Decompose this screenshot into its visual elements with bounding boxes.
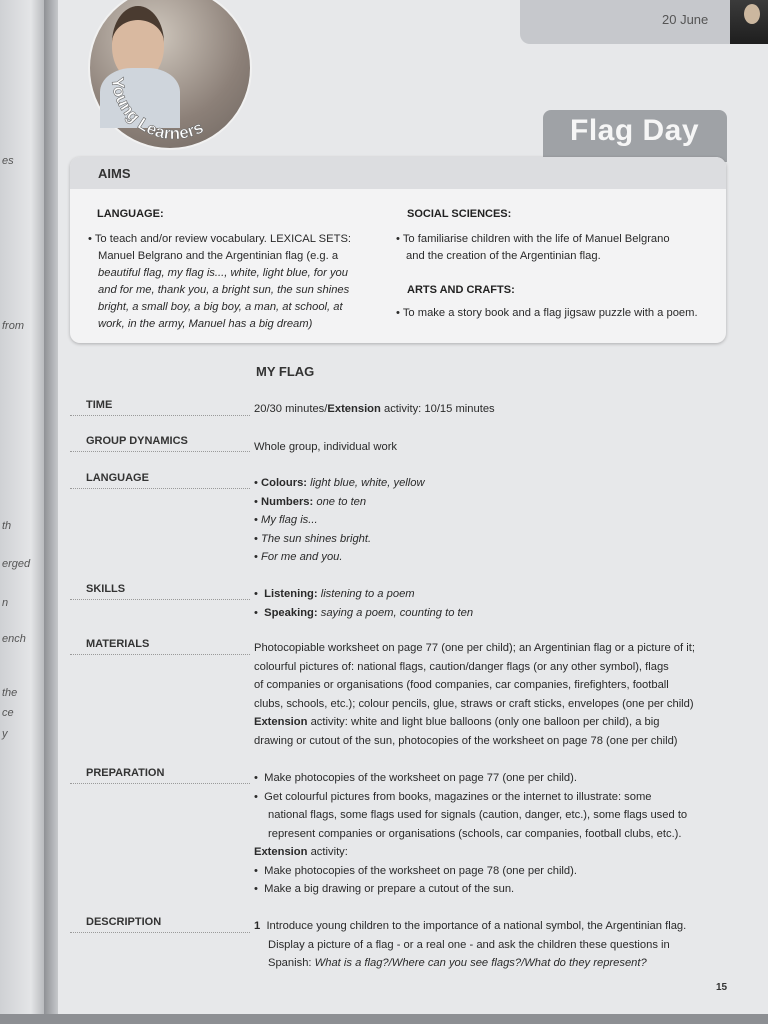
time-value — [254, 400, 495, 419]
social-sciences-text — [396, 231, 722, 265]
description-line: Display a picture of a flag - or a real one - and ask the children these questions in — [268, 938, 670, 951]
brand-badge-text: Young Learners — [107, 76, 207, 144]
materials-line: colourful pictures of: national flags, caution/danger flags (or any other symbol), flags — [254, 660, 669, 673]
time-extension-word: Extension — [327, 403, 381, 415]
language-value — [254, 474, 425, 567]
skills-label: SKILLS — [70, 583, 250, 600]
date-label: 20 June — [662, 12, 709, 27]
description-step-number: 1 — [254, 920, 261, 932]
arts-crafts-heading: ARTS AND CRAFTS: — [407, 284, 515, 296]
young-learners-logo — [90, 0, 250, 148]
preparation-item-text: Make photocopies of the worksheet on page 77 (one per child). — [264, 772, 577, 784]
preparation-extension-word: Extension — [254, 846, 308, 858]
description-line — [254, 917, 734, 936]
language-label: LANGUAGE — [70, 472, 250, 489]
group-dynamics-label: GROUP DYNAMICS — [70, 435, 250, 452]
language-aims-text — [88, 231, 388, 333]
speaking-value: saying a poem, counting to ten — [320, 606, 474, 619]
speaking-label: Speaking: — [264, 606, 318, 619]
materials-extension-line — [254, 713, 734, 732]
left-page-edge — [0, 0, 44, 1024]
page-bottom-edge — [0, 1014, 768, 1024]
skills-value — [254, 585, 473, 622]
book-spine — [44, 0, 58, 1024]
belgrano-portrait — [730, 0, 768, 44]
colours-label: Colours: — [261, 477, 308, 489]
listening-value: listening to a poem — [320, 588, 415, 600]
left-page-fragment: th — [2, 520, 12, 532]
aims-header — [70, 157, 726, 189]
svg-text:Young Learners — [108, 76, 206, 143]
materials-extension-word: Extension — [254, 716, 308, 728]
language-numbers-line: • Numbers: one to ten — [254, 495, 367, 508]
language-phrase: My flag is... — [261, 514, 318, 526]
preparation-extension-line — [254, 843, 734, 862]
materials-line: of companies or organisations (food companies, car companies, firefighters, football — [254, 679, 669, 691]
colours-value: light blue, white, yellow — [310, 477, 425, 489]
left-page-fragment: erged — [2, 558, 31, 570]
language-aims-line: • To teach and/or review vocabulary. LEXICAL SETS: — [88, 233, 352, 245]
materials-value — [254, 639, 734, 750]
materials-label: MATERIALS — [70, 638, 250, 655]
left-page-fragment: n — [2, 597, 9, 609]
left-page-fragment: ench — [2, 633, 26, 645]
preparation-label: PREPARATION — [70, 767, 250, 784]
social-sciences-line: and the creation of the Argentinian flag. — [406, 250, 601, 262]
left-page-fragment: from — [2, 320, 24, 332]
description-label: DESCRIPTION — [70, 916, 250, 933]
social-sciences-line: • To familiarise children with the life of Manuel Belgrano — [396, 233, 670, 245]
social-sciences-heading: SOCIAL SCIENCES: — [407, 208, 512, 220]
left-page-fragment: the — [2, 687, 18, 699]
young-learners-photo-badge — [88, 0, 252, 150]
materials-line: clubs, schools, etc.); colour pencils, glue, straws or craft sticks, envelopes (one per child) — [254, 697, 694, 710]
left-page-fragment: es — [2, 155, 14, 167]
preparation-item-cont: represent companies or organisations (schools, car companies, football clubs, etc.). — [268, 827, 682, 840]
language-phrase-line: • The sun shines bright. — [254, 532, 372, 545]
description-text: Spanish: — [268, 957, 315, 969]
preparation-item: • Get colourful pictures from books, magazines or the internet to illustrate: some — [254, 790, 652, 803]
preparation-item: • Make a big drawing or prepare a cutout of the sun. — [254, 883, 515, 895]
time-extension-text: activity: 10/15 minutes — [380, 403, 495, 415]
page-number: 15 — [716, 982, 728, 993]
language-phrase: The sun shines bright. — [261, 532, 372, 545]
description-value — [254, 917, 734, 973]
language-aims-line: work, in the army, Manuel has a big dream) — [98, 318, 313, 330]
materials-line: drawing or cutout of the sun, photocopies of the worksheet on page 78 (one per child) — [254, 734, 678, 747]
skills-speaking-line: • Speaking: saying a poem, counting to ten — [254, 606, 474, 619]
preparation-item-text: Make a big drawing or prepare a cutout of the sun. — [264, 883, 515, 895]
numbers-label: Numbers: — [261, 495, 314, 508]
listening-label: Listening: — [264, 588, 318, 600]
skills-listening-line: • Listening: listening to a poem — [254, 588, 415, 600]
numbers-value: one to ten — [316, 495, 367, 508]
language-phrase: For me and you. — [261, 551, 343, 563]
group-dynamics-value: Whole group, individual work — [254, 441, 398, 453]
left-page-fragment: y — [2, 728, 8, 740]
portrait-face — [744, 4, 760, 24]
preparation-item: • Make photocopies of the worksheet on page 77 (one per child). — [254, 772, 577, 784]
materials-line: Photocopiable worksheet on page 77 (one per child); an Argentinian flag or a picture of it; — [254, 642, 695, 654]
materials-extension-text: activity: white and light blue balloons (only one balloon per child), a big — [307, 716, 660, 728]
preparation-item-cont: national flags, some flags used for signals (caution, danger, etc.), some flags used to — [268, 809, 688, 821]
language-heading: LANGUAGE: — [97, 208, 164, 220]
time-minutes: 20/30 minutes/ — [254, 403, 328, 415]
language-aims-line: bright, a small boy, a big boy, a man, at school, at — [98, 301, 343, 313]
preparation-item: • Make photocopies of the worksheet on page 78 (one per child). — [254, 864, 577, 877]
time-label: TIME — [70, 399, 250, 416]
preparation-extension-text: activity: — [307, 846, 348, 858]
preparation-item-text: Make photocopies of the worksheet on page 78 (one per child). — [264, 864, 577, 877]
preparation-value — [254, 769, 734, 899]
left-page-fragment: ce — [2, 707, 14, 719]
arts-crafts-text: • To make a story book and a flag jigsaw puzzle with a poem. — [396, 307, 698, 319]
language-colours-line: • Colours: light blue, white, yellow — [254, 477, 425, 489]
page-title: Flag Day — [570, 114, 700, 147]
language-aims-line: beautiful flag, my flag is..., white, light blue, for you — [98, 267, 348, 279]
description-questions: What is a flag?/Where can you see flags?/What do they represent? — [314, 957, 647, 969]
description-line — [254, 954, 734, 973]
aims-title: AIMS — [98, 166, 131, 181]
language-aims-line: Manuel Belgrano and the Argentinian flag (e.g. a — [98, 250, 339, 262]
language-aims-line: and for me, thank you, a bright sun, the sun shines — [98, 284, 350, 296]
description-text: Introduce young children to the importance of a national symbol, the Argentinian flag. — [266, 920, 687, 932]
language-phrase-line: • My flag is... — [254, 514, 318, 526]
lesson-title: MY FLAG — [256, 364, 315, 379]
preparation-item-text: Get colourful pictures from books, magazines or the internet to illustrate: some — [264, 790, 652, 803]
aims-box — [70, 157, 726, 343]
language-phrase-line: • For me and you. — [254, 551, 343, 563]
